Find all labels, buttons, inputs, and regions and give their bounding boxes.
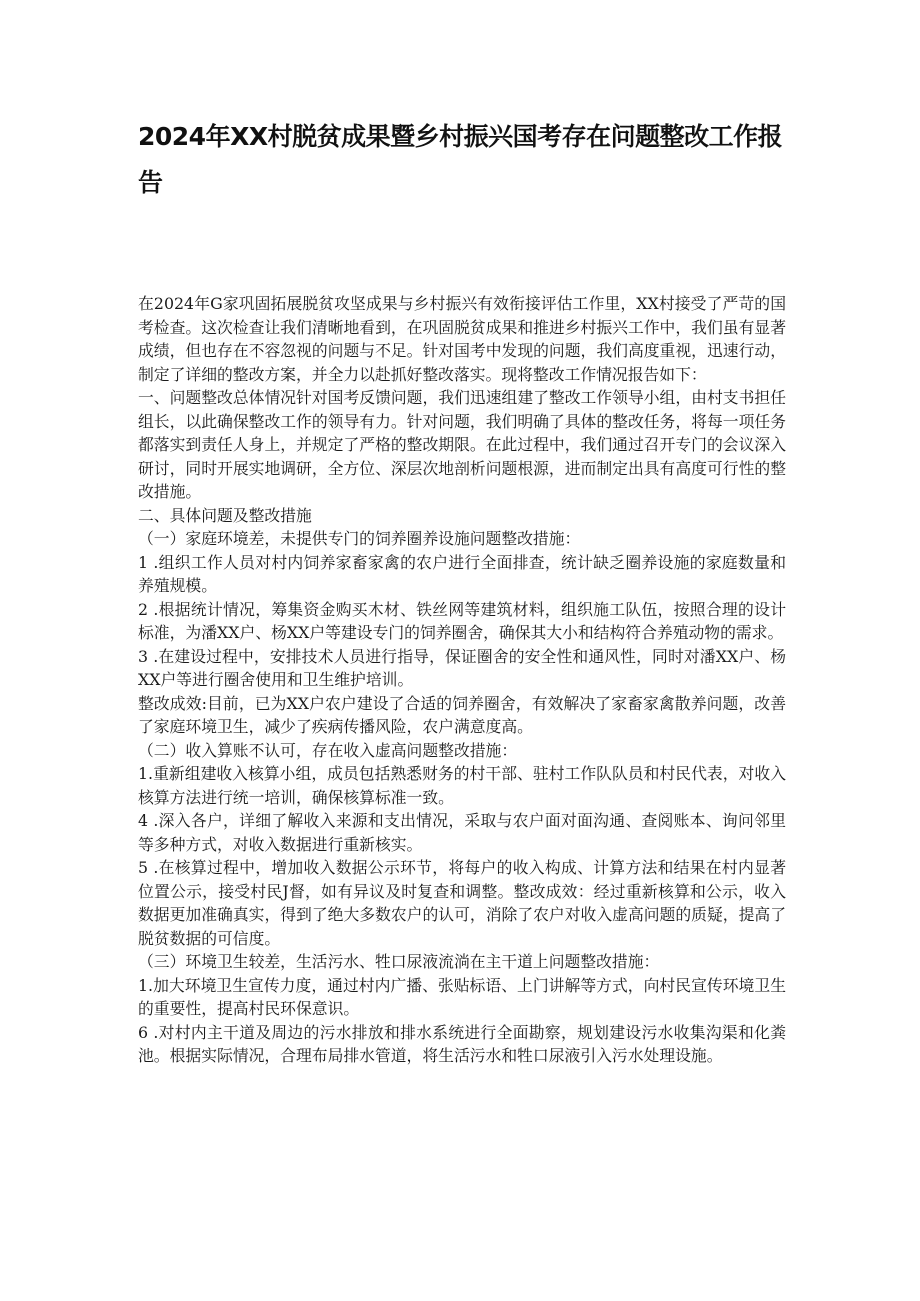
document-body [138,292,786,1068]
result-paragraph: 整改成效:目前，已为XX户农户建设了合适的饲养圈舍，有效解决了家畜家禽散养问题，改善了家庭环境卫生，减少了疾病传播风险，农户满意度高。 [138,693,786,736]
list-item: 4 .深入各户，详细了解收入来源和支出情况，采取与农户面对面沟通、查阅账本、询问邻里等多种方式，对收入数据进行重新核实。 [138,811,786,854]
list-item: 1 .组织工作人员对村内饲养家畜家禽的农户进行全面排查，统计缺乏圈养设施的家庭数量和养殖规模。 [138,552,786,595]
list-item: 3 .在建设过程中，安排技术人员进行指导，保证圈舍的安全性和通风性，同时对潘XX户、杨XX户等进行圈舍使用和卫生维护培训。 [138,646,786,689]
section-overview-paragraph: 一、问题整改总体情况针对国考反馈问题，我们迅速组建了整改工作领导小组，由村支书担任组长，以此确保整改工作的领导有力。针对问题，我们明确了具体的整改任务，将每一项任务都落实到责任人身上，并规定了严格的整改期限。在此过程中，我们通过召开专门的会议深入研讨，同时开展实地调研，全方位、深层次地剖析问题根源，进而制定出具有高度可行性的整改措施。 [138,388,786,501]
document-title: 2024年XX村脱贫成果暨乡村振兴国考存在问题整改工作报告 [138,122,783,197]
section-heading: 二、具体问题及整改措施 [138,505,312,525]
subsection-heading-3: （三）环境卫生较差，生活污水、牲口尿液流淌在主干道上问题整改措施： [138,952,660,971]
list-item: 5 .在核算过程中，增加收入数据公示环节，将每户的收入构成、计算方法和结果在村内显著位置公示，接受村民J督，如有异议及时复查和调整。整改成效：经过重新核算和公示，收入数据更加准确真实，得到了绝大多数农户的认可，消除了农户对收入虚高问题的质疑，提高了脱贫数据的可信度。 [138,858,786,948]
list-item: 1.重新组建收入核算小组，成员包括熟悉财务的村干部、驻村工作队队员和村民代表，对收入核算方法进行统一培训，确保核算标准一致。 [138,764,786,807]
intro-paragraph: 在2024年G家巩固拓展脱贫攻坚成果与乡村振兴有效衔接评估工作里，XX村接受了严苛的国考检查。这次检查让我们清晰地看到，在巩固脱贫成果和推进乡村振兴工作中，我们虽有显著成绩，但也存在不容忽视的问题与不足。针对国考中发现的问题，我们高度重视，迅速行动，制定了详细的整改方案，并全力以赴抓好整改落实。现将整改工作情况报告如下： [138,294,786,384]
list-item: 1.加大环境卫生宣传力度，通过村内广播、张贴标语、上门讲解等方式，向村民宣传环境卫生的重要性，提高村民环保意识。 [138,975,786,1018]
list-item: 6 .对村内主干道及周边的污水排放和排水系统进行全面勘察，规划建设污水收集沟渠和化粪池。根据实际情况，合理布局排水管道，将生活污水和牲口尿液引入污水处理设施。 [138,1022,786,1065]
list-item: 2 .根据统计情况，筹集资金购买木材、铁丝网等建筑材料，组织施工队伍，按照合理的设计标准，为潘XX户、杨XX户等建设专门的饲养圈舍，确保其大小和结构符合养殖动物的需求。 [138,599,786,642]
subsection-heading-2: （二）收入算账不认可，存在收入虚高问题整改措施： [138,740,518,760]
subsection-heading-1: （一）家庭环境差，未提供专门的饲养圈养设施问题整改措施： [138,529,581,548]
